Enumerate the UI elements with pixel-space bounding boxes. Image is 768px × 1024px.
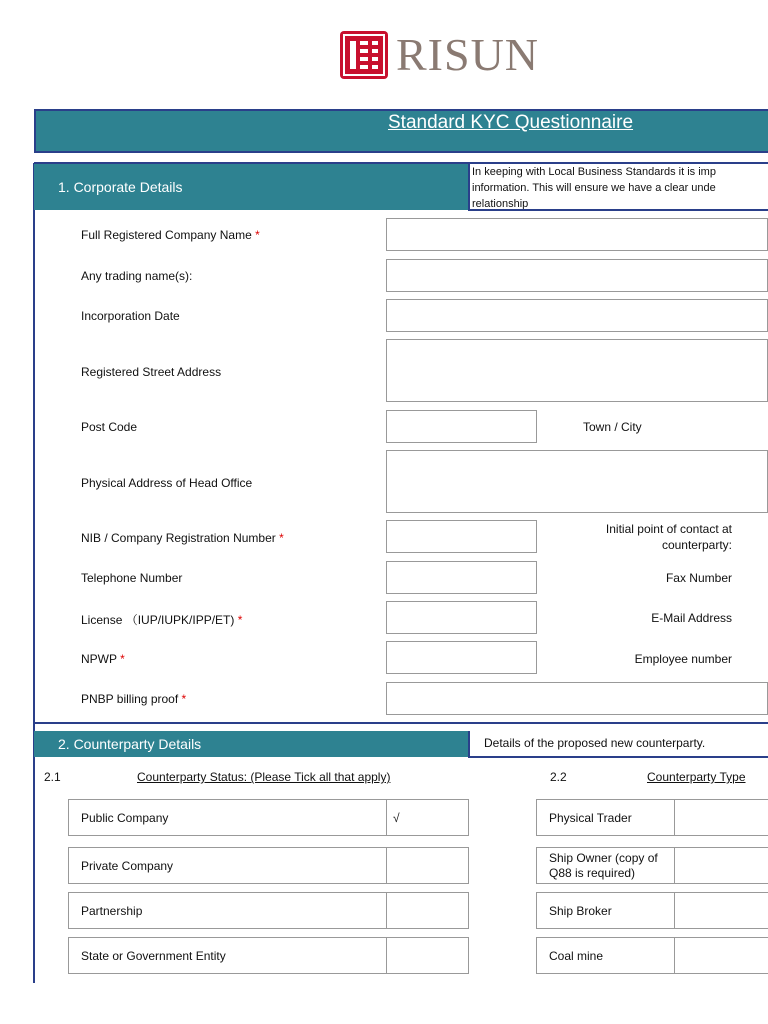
status-row-label: Partnership xyxy=(68,892,387,929)
type-row-label xyxy=(536,892,675,929)
brand-logo xyxy=(340,30,539,80)
post-code-input[interactable] xyxy=(386,410,537,443)
field-label-npwp xyxy=(81,652,125,666)
section1-info-line: In keeping with Local Business Standards it is imp xyxy=(472,166,716,178)
fax-label: Fax Number xyxy=(665,571,732,585)
sub2-title: Counterparty Type xyxy=(647,770,746,784)
trading-name-input[interactable] xyxy=(386,259,768,292)
field-label-company-name xyxy=(81,228,260,242)
section1-heading: 1. Corporate Details xyxy=(58,179,183,195)
type-physical-trader-checkbox[interactable] xyxy=(674,799,768,836)
pnbp-input[interactable] xyxy=(386,682,768,715)
field-label-head-office xyxy=(81,476,252,490)
sub1-title: Counterparty Status: (Please Tick all that apply) xyxy=(137,770,391,784)
label-text: NPWP xyxy=(81,652,117,666)
form-left-border xyxy=(33,163,35,983)
employee-label: Employee number xyxy=(634,652,732,666)
field-label-post-code xyxy=(81,420,137,434)
field-label-pnbp xyxy=(81,692,186,706)
field-label-street-address xyxy=(81,365,221,379)
type-ship-broker-checkbox[interactable] xyxy=(674,892,768,929)
sub1-number: 2.1 xyxy=(44,770,61,784)
head-office-input[interactable] xyxy=(386,450,768,513)
status-row-label: State or Government Entity xyxy=(68,937,387,974)
label-text: Any trading name(s): xyxy=(81,269,193,283)
status-government-checkbox[interactable] xyxy=(386,937,469,974)
incorporation-date-input[interactable] xyxy=(386,299,768,332)
label-text: NIB / Company Registration Number xyxy=(81,531,276,545)
label-text: License （IUP/IUPK/IPP/ET) xyxy=(81,613,235,627)
risun-seal-icon xyxy=(340,31,388,79)
field-label-telephone xyxy=(81,571,182,585)
label-text: Physical Address of Head Office xyxy=(81,476,253,490)
label-text: Post Code xyxy=(81,420,138,434)
label-text: Telephone Number xyxy=(81,571,183,585)
page-title: Standard KYC Questionnaire xyxy=(388,112,634,133)
field-label-license xyxy=(81,611,242,628)
status-private-checkbox[interactable] xyxy=(386,847,469,884)
field-label-trading-name xyxy=(81,269,192,283)
type-label-text: Coal mine xyxy=(549,948,604,963)
section2-header xyxy=(34,731,468,757)
section1-info-line: relationship xyxy=(472,198,529,210)
section2-heading: 2. Counterparty Details xyxy=(58,736,202,752)
type-row-label xyxy=(536,847,675,884)
npwp-input[interactable] xyxy=(386,641,537,674)
type-coal-mine-checkbox[interactable] xyxy=(674,937,768,974)
section1-header xyxy=(34,162,468,210)
label-text: Registered Street Address xyxy=(81,365,222,379)
type-row-label xyxy=(536,799,675,836)
required-marker: * xyxy=(181,692,187,706)
label-text: Full Registered Company Name xyxy=(81,228,252,242)
required-marker: * xyxy=(237,613,243,627)
type-label-text: Physical Trader xyxy=(549,810,632,825)
status-public-checkbox[interactable]: √ xyxy=(386,799,469,836)
contact-label xyxy=(548,521,732,553)
section2-info-text: Details of the proposed new counterparty. xyxy=(484,736,706,750)
telephone-input[interactable] xyxy=(386,561,537,594)
license-input[interactable] xyxy=(386,601,537,634)
section2-info xyxy=(468,731,768,758)
nib-input[interactable] xyxy=(386,520,537,553)
field-label-nib xyxy=(81,531,284,545)
type-label-text: Ship Broker xyxy=(549,903,612,918)
status-partnership-checkbox[interactable] xyxy=(386,892,469,929)
email-label: E-Mail Address xyxy=(651,611,732,625)
status-row-label: Private Company xyxy=(68,847,387,884)
section1-bottom-border xyxy=(34,722,768,724)
required-marker: * xyxy=(255,228,260,242)
contact-label-line: counterparty: xyxy=(661,538,732,552)
required-marker: * xyxy=(120,652,125,666)
town-city-label: Town / City xyxy=(583,420,642,434)
label-text: Incorporation Date xyxy=(81,309,180,323)
section1-info-line: information. This will ensure we have a clear unde xyxy=(472,182,716,194)
company-name-input[interactable] xyxy=(386,218,768,251)
status-row-label: Public Company xyxy=(68,799,387,836)
type-label-text: Ship Owner (copy of xyxy=(549,850,658,865)
contact-label-line: Initial point of contact at xyxy=(605,522,732,536)
brand-name: RISUN xyxy=(396,29,540,80)
type-label-text: Q88 is required) xyxy=(549,865,636,880)
section1-info xyxy=(468,162,768,211)
required-marker: * xyxy=(279,531,284,545)
label-text: PNBP billing proof xyxy=(81,692,179,706)
type-row-label xyxy=(536,937,675,974)
sub2-number: 2.2 xyxy=(550,770,567,784)
type-ship-owner-checkbox[interactable] xyxy=(674,847,768,884)
field-label-incorporation-date xyxy=(81,309,180,323)
street-address-input[interactable] xyxy=(386,339,768,402)
